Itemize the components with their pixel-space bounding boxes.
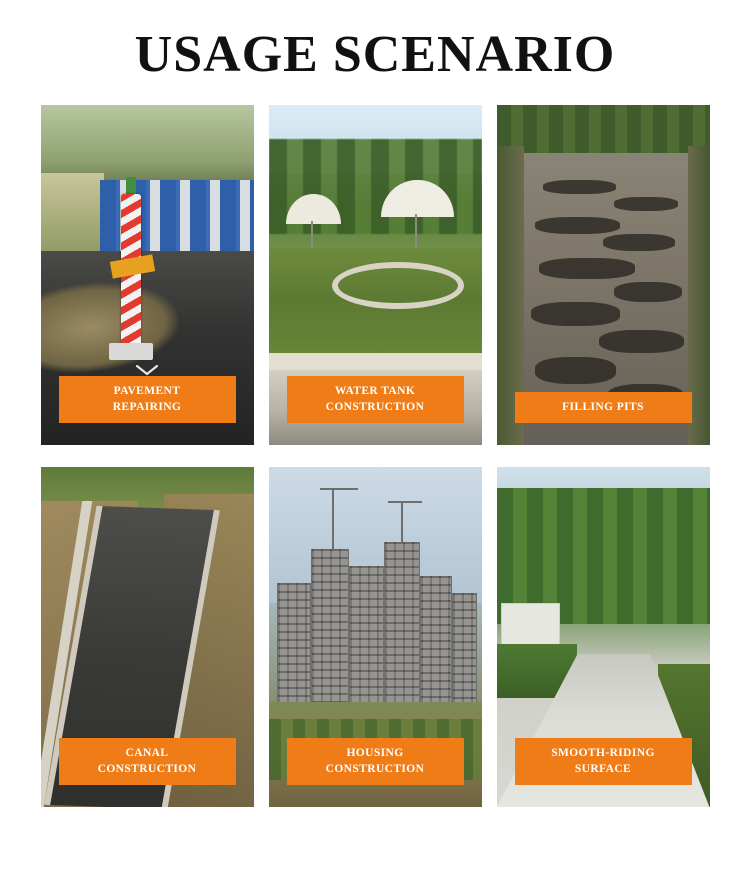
scenario-grid <box>0 105 750 807</box>
scenario-card-water-tank-construction[interactable] <box>269 105 482 445</box>
scenario-caption-water-tank-construction <box>287 376 464 423</box>
scenario-caption-pavement-repairing <box>59 376 236 423</box>
scenario-card-canal-construction[interactable] <box>41 467 254 807</box>
caption-line-1: PAVEMENT <box>113 385 181 398</box>
scenario-card-housing-construction[interactable] <box>269 467 482 807</box>
caption-line-1: WATER TANK <box>334 385 416 398</box>
page-title: USAGE SCENARIO <box>134 26 616 83</box>
scenario-card-pavement-repairing[interactable] <box>41 105 254 445</box>
caption-line-2: SURFACE <box>574 762 632 775</box>
caption-line-1: FILLING PITS <box>562 400 644 413</box>
caption-line-2: CONSTRUCTION <box>325 400 425 413</box>
scenario-card-filling-pits[interactable] <box>497 105 710 445</box>
caption-line-2: CONSTRUCTION <box>325 762 425 775</box>
scenario-card-smooth-riding-surface[interactable] <box>497 467 710 807</box>
scenario-caption-housing-construction <box>287 738 464 785</box>
caption-line-1: HOUSING <box>346 747 404 760</box>
caption-line-2: CONSTRUCTION <box>97 762 197 775</box>
scenario-caption-smooth-riding-surface <box>515 738 692 785</box>
caption-line-2: REPAIRING <box>112 400 182 413</box>
caption-line-1: SMOOTH-RIDING <box>551 747 655 760</box>
caption-line-1: CANAL <box>125 747 169 760</box>
scenario-caption-filling-pits <box>515 392 692 424</box>
scenario-caption-canal-construction <box>59 738 236 785</box>
